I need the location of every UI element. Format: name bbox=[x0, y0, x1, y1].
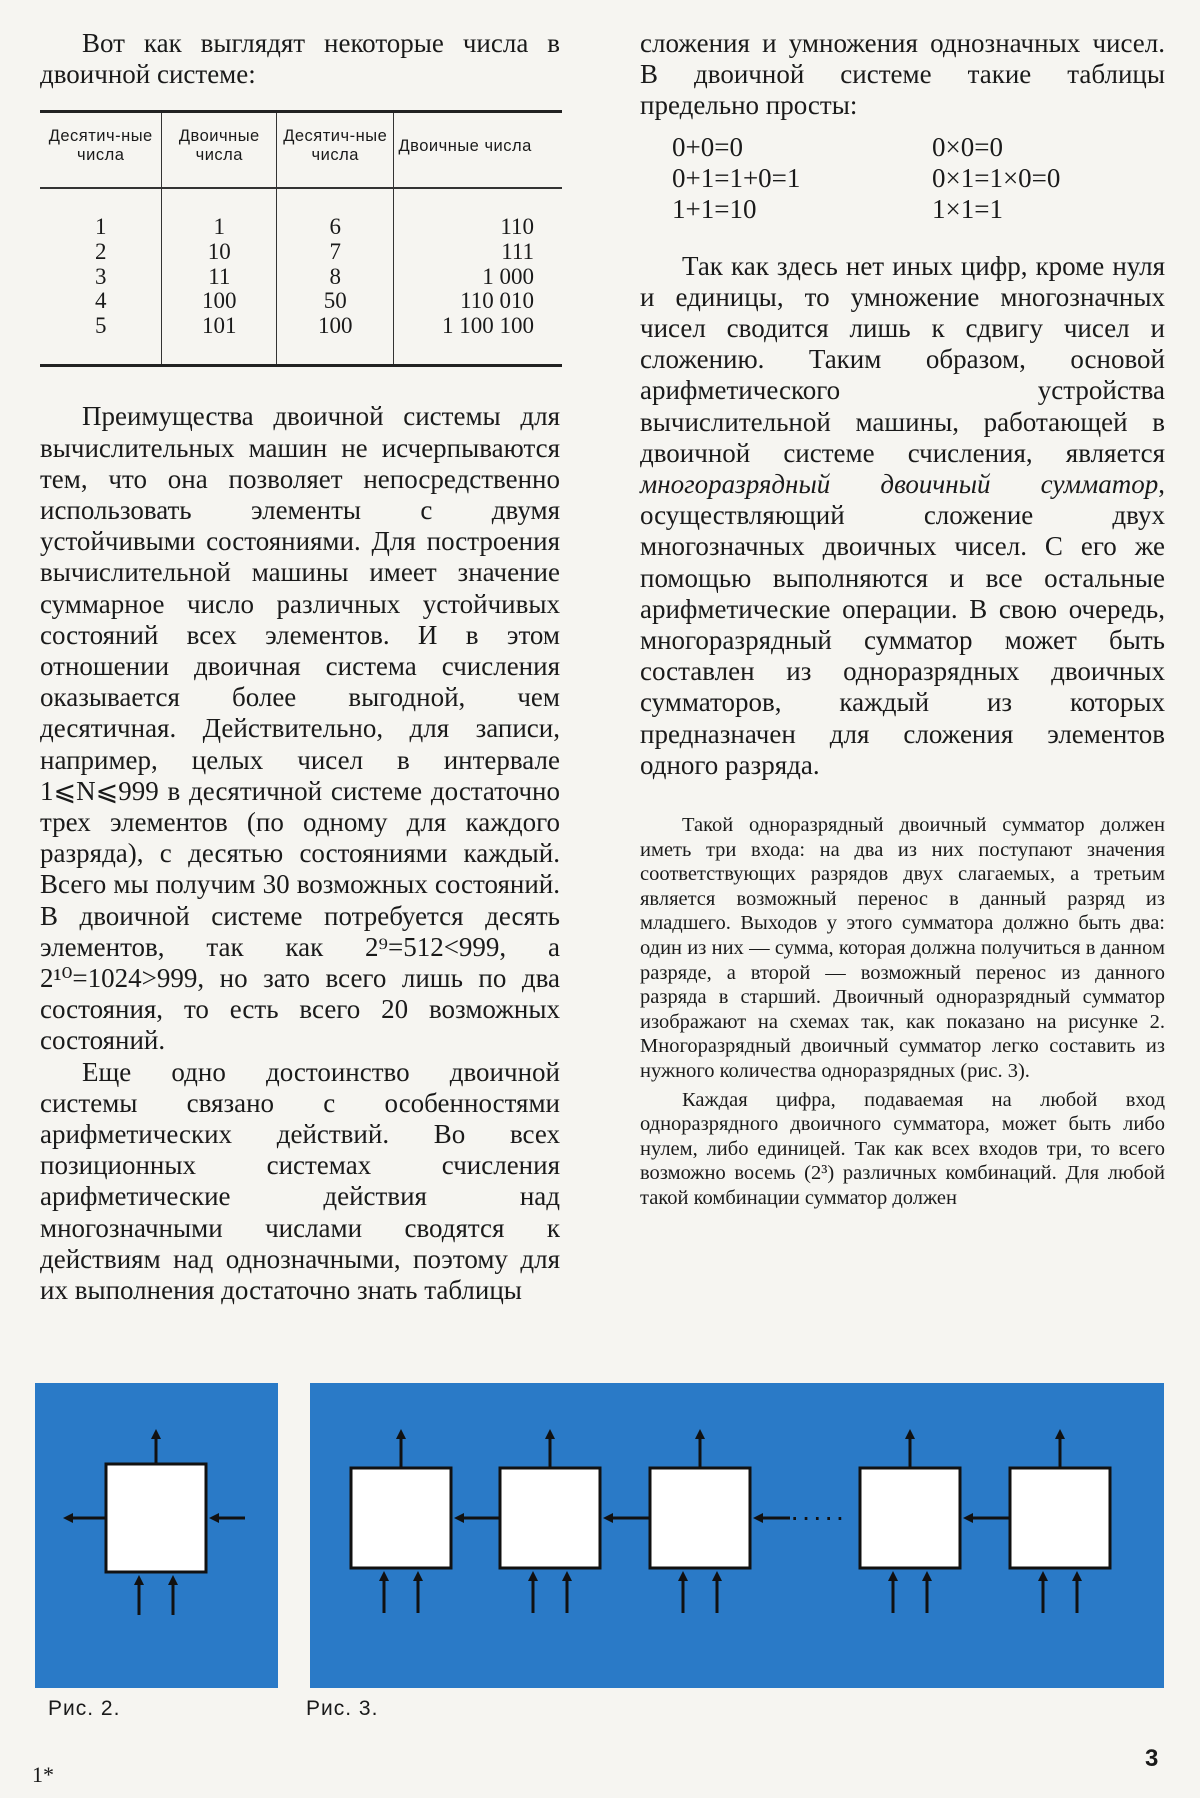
table-header: Десятич-ные числа bbox=[277, 112, 394, 189]
table-cell: 1 bbox=[94, 214, 107, 240]
adder-box-3 bbox=[650, 1433, 750, 1613]
term-multibit-adder: многоразрядный двоичный сумматор bbox=[640, 469, 1159, 500]
table-cell: 111 bbox=[394, 240, 562, 265]
left-column bbox=[40, 28, 560, 1306]
table-cell: 1 bbox=[162, 188, 277, 240]
table-cell: 100 bbox=[277, 314, 394, 366]
table-row bbox=[40, 289, 562, 314]
table-header: Двоичные числа bbox=[162, 112, 277, 189]
table-row bbox=[40, 265, 562, 290]
addition-row: 0+1=1+0=1 bbox=[672, 162, 801, 193]
signature-mark: 1* bbox=[32, 1762, 54, 1787]
multiplication-row: 0×1=1×0=0 bbox=[932, 162, 1061, 193]
figure-3-multibit-adder bbox=[310, 1383, 1164, 1688]
ellipsis-dots: ····· bbox=[790, 1501, 847, 1532]
table-cell: 10 bbox=[162, 240, 277, 265]
table-row bbox=[40, 240, 562, 265]
intro-text: Вот как выглядят некоторые числа в двоичной системе: bbox=[40, 28, 560, 90]
page-number: 3 bbox=[1145, 1745, 1159, 1772]
table-cell: 2 bbox=[94, 239, 107, 264]
addition-multiplication-tables bbox=[672, 132, 1165, 225]
table-cell: 110 010 bbox=[394, 289, 562, 314]
right-column bbox=[640, 28, 1165, 1211]
binary-numbers-table bbox=[40, 110, 562, 367]
table-cell: 101 bbox=[162, 314, 277, 366]
paragraph-advantages: Преимущества двоичной системы для вычислительных машин не исчерпываются тем, что она позволяет непосредственно использовать элементы с двумя устойчивыми состояниями. Для построения вычислительной машины имеет значение суммарное число различных устойчивых состояний всех элементов. И в этом отношении двоичная система счисления оказывается более выгодной, чем десятичная. Действительно, для записи, например, целых чисел в интервале 1⩽N⩽999 в десятичной системе достаточно трех элементов (по одному для каждого разряда), с десятью состояниями каждый. Всего мы получим 30 возможных состояний. В двоичной системе потребуется десять элементов, так как 2⁹=512<999, а 2¹⁰=1024>999, но зато всего лишь по два состояния, то есть всего 20 возможных состояний. bbox=[40, 401, 560, 1056]
addition-row: 1+1=10 bbox=[672, 193, 757, 224]
table-cell: 3 bbox=[94, 263, 107, 289]
adder-box-2 bbox=[500, 1433, 600, 1613]
addition-row: 0+0=0 bbox=[672, 131, 743, 162]
table-cell: 100 bbox=[162, 289, 277, 314]
figure-2-single-adder bbox=[35, 1383, 278, 1688]
table-cell: 6 bbox=[277, 188, 394, 240]
adder-box-1 bbox=[351, 1433, 451, 1613]
adder-box-4 bbox=[860, 1433, 960, 1613]
table-cell: 8 bbox=[277, 265, 394, 290]
adder-box bbox=[106, 1464, 206, 1572]
table-header: Двоичные числа bbox=[394, 112, 562, 189]
paragraph-combinations: Каждая цифра, подаваемая на любой вход одноразрядного двоичного сумматора, может быть либо нулем, либо единицей. Так как всех входов три, то всего возможно восемь (2³) различных комбинаций. Для любой такой комбинации сумматор должен bbox=[640, 1088, 1165, 1209]
table-cell: 4 bbox=[94, 288, 107, 314]
table-cell: 7 bbox=[277, 240, 394, 265]
multiplication-row: 1×1=1 bbox=[932, 193, 1003, 224]
paragraph-arithmetic: Еще одно достоинство двоичной системы связано с особенностями арифметических действий. Во всех позиционных системах счисления арифметические действия над многозначными числами сводятся к действиям над однозначными, поэтому для их выполнения достаточно знать таблицы bbox=[40, 1056, 560, 1306]
table-cell: 11 bbox=[162, 265, 277, 290]
table-row bbox=[40, 314, 562, 366]
adder-box-5 bbox=[1010, 1433, 1110, 1613]
table-cell: 1 100 100 bbox=[394, 314, 562, 366]
figure-2-caption: Рис. 2. bbox=[48, 1697, 121, 1720]
multiplication-row: 0×0=0 bbox=[932, 131, 1003, 162]
table-cell: 50 bbox=[277, 289, 394, 314]
table-cell: 110 bbox=[394, 188, 562, 240]
paragraph-single-bit-adder: Такой одноразрядный двоичный сумматор должен иметь три входа: на два из них поступают значения соответствующих разрядов двух слагаемых, а третьим является возможный перенос в данный разряд из младшего. Выходов у этого сумматора должно быть два: один из них — сумма, которая должна получиться в данном разряде, а второй — возможный перенос из данного разряда в старший. Двоичный одноразрядный сумматор изображают на схемах так, как показано на рисунке 2. Многоразрядный двоичный сумматор легко составить из нужного количества одноразрядных (рис. 3). bbox=[640, 814, 1165, 1082]
continued-text: сложения и умножения однозначных чисел. В двоичной системе такие таблицы предельно просты: bbox=[640, 28, 1165, 121]
table-row bbox=[40, 188, 562, 240]
table-header: Десятич-ные числа bbox=[40, 112, 162, 189]
paragraph-adder: Так как здесь нет иных цифр, кроме нуля и единицы, то умножение многозначных чисел сводится лишь к сдвигу чисел и сложению. Таким образом, основой арифметического устройства вычислительной машины, работающей в двоичной системе счисления, является многоразрядный двоичный сумматор, осуществляющий сложение двух многозначных двоичных чисел. С его же помощью выполняются и все остальные арифметические операции. В свою очередь, многоразрядный сумматор может быть составлен из одноразрядных двоичных сумматоров, каждый из которых предназначен для сложения элементов одного разряда. bbox=[640, 250, 1165, 780]
table-cell: 5 bbox=[94, 312, 107, 338]
figure-3-caption: Рис. 3. bbox=[306, 1697, 379, 1720]
table-cell: 1 000 bbox=[394, 265, 562, 290]
